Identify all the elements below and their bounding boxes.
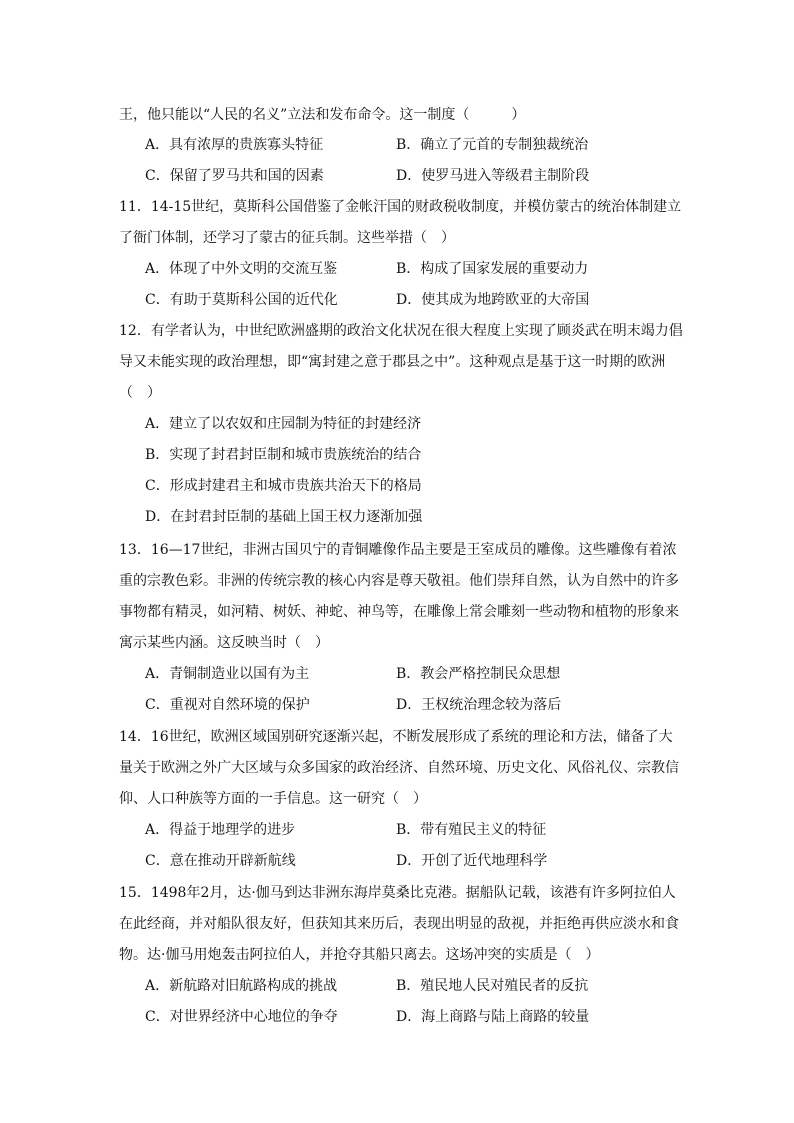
q15-option-a: A．新航路对旧航路构成的挑战 <box>145 978 338 994</box>
q14-option-c: C．意在推动开辟新航线 <box>145 853 296 869</box>
q10-option-c: C．保留了罗马共和国的因素 <box>145 168 324 184</box>
q12-option-d: D．在封君封臣制的基础上国王权力逐渐加强 <box>145 509 423 525</box>
q15-stem-line: 15．1498年2月，达·伽马到达非洲东海岸莫桑比克港。据船队记载，该港有许多阿拉伯人 <box>119 885 676 901</box>
q15-stem-line: 物。达·伽马用炮轰击阿拉伯人，并抢夺其船只离去。这场冲突的实质是（ ） <box>119 947 600 963</box>
q12-stem-line: 导又未能实现的政治理想，即“寓封建之意于郡县之中”。这种观点是基于这一时期的欧洲 <box>119 354 666 370</box>
q11-stem-line: 了衙门体制，还学习了蒙古的征兵制。这些举措（ ） <box>119 230 455 246</box>
q15-stem-line: 在此经商，并对船队很友好，但获知其来历后，表现出明显的敌视，并拒绝再供应淡水和食 <box>119 916 679 932</box>
q13-option-c: C．重视对自然环境的保护 <box>145 697 310 713</box>
q13-stem-line: 寓示某些内涵。这反映当时（ ） <box>119 635 329 651</box>
q13-stem-line: 13．16—17世纪，非洲古国贝宁的青铜雕像作品主要是王室成员的雕像。这些雕像有着浓 <box>119 542 677 558</box>
q13-option-b: B．教会严格控制民众思想 <box>396 666 561 682</box>
q10-option-a: A．具有浓厚的贵族寡头特征 <box>145 137 324 153</box>
q11-option-b: B．构成了国家发展的重要动力 <box>396 261 589 277</box>
q13-option-a: A．青铜制造业以国有为主 <box>145 666 310 682</box>
q14-stem-line: 量关于欧洲之外广大区域与众多国家的政治经济、自然环境、历史文化、风俗礼仪、宗教信 <box>119 760 679 776</box>
q14-stem-line: 仰、人口种族等方面的一手信息。这一研究（ ） <box>119 791 427 807</box>
q14-option-d: D．开创了近代地理科学 <box>396 853 548 869</box>
q13-option-d: D．王权统治理念较为落后 <box>396 697 562 713</box>
q14-option-b: B．带有殖民主义的特征 <box>396 822 547 838</box>
q11-option-d: D．使其成为地跨欧亚的大帝国 <box>396 292 590 308</box>
q13-stem-line: 重的宗教色彩。非洲的传统宗教的核心内容是尊天敬祖。他们崇拜自然，认为自然中的许多 <box>119 573 679 589</box>
q12-stem-line: 12．有学者认为，中世纪欧洲盛期的政治文化状况在很大程度上实现了顾炎武在明末竭力倡 <box>119 323 683 339</box>
q12-option-c: C．形成封建君主和城市贵族共治天下的格局 <box>145 478 422 494</box>
q10-option-b: B．确立了元首的专制独裁统治 <box>396 137 589 153</box>
q14-option-a: A．得益于地理学的进步 <box>145 822 296 838</box>
q15-option-c: C．对世界经济中心地位的争夺 <box>145 1009 338 1025</box>
q12-option-b: B．实现了封君封臣制和城市贵族统治的结合 <box>145 447 422 463</box>
q11-option-c: C．有助于莫斯科公国的近代化 <box>145 292 338 308</box>
q11-stem-line: 11．14-15世纪，莫斯科公国借鉴了金帐汗国的财政税收制度，并模仿蒙古的统治体制建立 <box>119 199 682 215</box>
q13-stem-line: 事物都有精灵，如河精、树妖、神蛇、神鸟等，在雕像上常会雕刻一些动物和植物的形象来 <box>119 604 679 620</box>
q10-stem-line: 王，他只能以“人民的名义”立法和发布命令。这一制度（ ） <box>119 107 526 123</box>
q10-option-d: D．使罗马进入等级君主制阶段 <box>396 168 590 184</box>
q14-stem-line: 14．16世纪，欧洲区域国别研究逐渐兴起，不断发展形成了系统的理论和方法，储备了大 <box>119 729 673 745</box>
q12-option-a: A．建立了以农奴和庄园制为特征的封建经济 <box>145 416 422 432</box>
q15-option-b: B．殖民地人民对殖民者的反抗 <box>396 978 589 994</box>
q11-option-a: A．体现了中外文明的交流互鉴 <box>145 261 338 277</box>
q15-option-d: D．海上商路与陆上商路的较量 <box>396 1009 590 1025</box>
q12-stem-line: （ ） <box>119 385 161 401</box>
